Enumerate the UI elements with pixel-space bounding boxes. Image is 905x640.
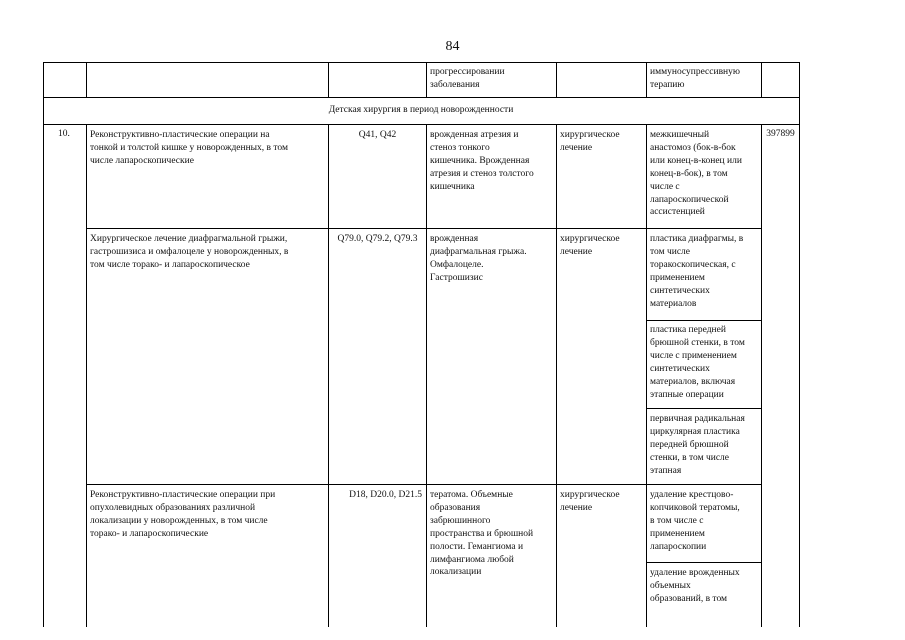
section-title: Детская хирургия в период новорожденности <box>328 105 514 115</box>
table-right-border <box>799 62 800 627</box>
column-divider <box>646 124 647 627</box>
page-number: 84 <box>445 39 460 54</box>
row-divider <box>43 97 799 98</box>
row-divider <box>646 408 761 409</box>
column-divider <box>426 62 427 97</box>
row-divider <box>43 124 799 125</box>
method-cell: пластика передней брюшной стенки, в том числе с применением синтетических материалов, включая этапные операции <box>650 325 745 400</box>
treatment-type: хирургическое лечение <box>560 490 620 513</box>
column-divider <box>426 124 427 627</box>
column-divider <box>761 124 762 627</box>
diagnosis-cell: врожденная атрезия и стеноз тонкого кишечника. Врожденная атрезия и стеноз толстого кишечника <box>430 130 534 192</box>
group-number: 10. <box>58 129 70 139</box>
column-divider <box>556 124 557 627</box>
column-divider <box>556 62 557 97</box>
column-divider <box>761 62 762 97</box>
column-divider <box>646 62 647 97</box>
column-divider <box>43 62 44 627</box>
method-cell: межкишечный анастомоз (бок-в-бок или конец-в-конец или конец-в-бок), в том числе с лапароскопической ассистенцией <box>650 130 742 218</box>
method-cell: пластика диафрагмы, в том числе торакоскопическая, с применением синтетических материалов <box>650 234 744 309</box>
treatment-type: хирургическое лечение <box>560 234 620 257</box>
cost-value: 397899 <box>766 129 795 139</box>
treatment-type: хирургическое лечение <box>560 130 620 153</box>
column-divider <box>328 124 329 627</box>
row-divider <box>646 562 761 563</box>
method-cell: иммуносупрессивную терапию <box>650 67 740 90</box>
method-cell: первичная радикальная циркулярная пластика передней брюшной стенки, в том числе этапная <box>650 414 745 476</box>
procedure-name: Реконструктивно-пластические операции при опухолевидных образованиях различной локализации у новорожденных, в том числе торако- и лапароскопические <box>90 490 276 539</box>
row-divider <box>646 320 761 321</box>
row-divider <box>86 228 761 229</box>
method-cell: удаление крестцово- копчиковой тератомы, в том числе с применением лапароскопии <box>650 490 740 552</box>
row-divider <box>86 484 761 485</box>
method-cell: удаление врожденных объемных образований, в том <box>650 568 740 604</box>
icd-codes: Q41, Q42 <box>358 130 397 140</box>
diagnosis-cell: прогрессировании заболевания <box>430 67 505 90</box>
column-divider <box>86 62 87 97</box>
table-top-border <box>43 62 799 63</box>
diagnosis-cell: врожденная диафрагмальная грыжа. Омфалоцеле. Гастрошизис <box>430 234 527 283</box>
column-divider <box>86 124 87 627</box>
icd-codes: D18, D20.0, D21.5 <box>349 490 422 500</box>
procedure-name: Хирургическое лечение диафрагмальной грыжи, гастрошизиса и омфалоцеле у новорожденных, в том числе торако- и лапароскопическое <box>90 234 289 270</box>
procedure-name: Реконструктивно-пластические операции на тонкой и толстой кишке у новорожденных, в том числе лапароскопические <box>90 130 289 166</box>
column-divider <box>328 62 329 97</box>
diagnosis-cell: тератома. Объемные образования забрюшинного пространства и брюшной полости. Гемангиома и лимфангиома любой локализации <box>430 490 534 578</box>
icd-codes: Q79.0, Q79.2, Q79.3 <box>337 234 418 244</box>
